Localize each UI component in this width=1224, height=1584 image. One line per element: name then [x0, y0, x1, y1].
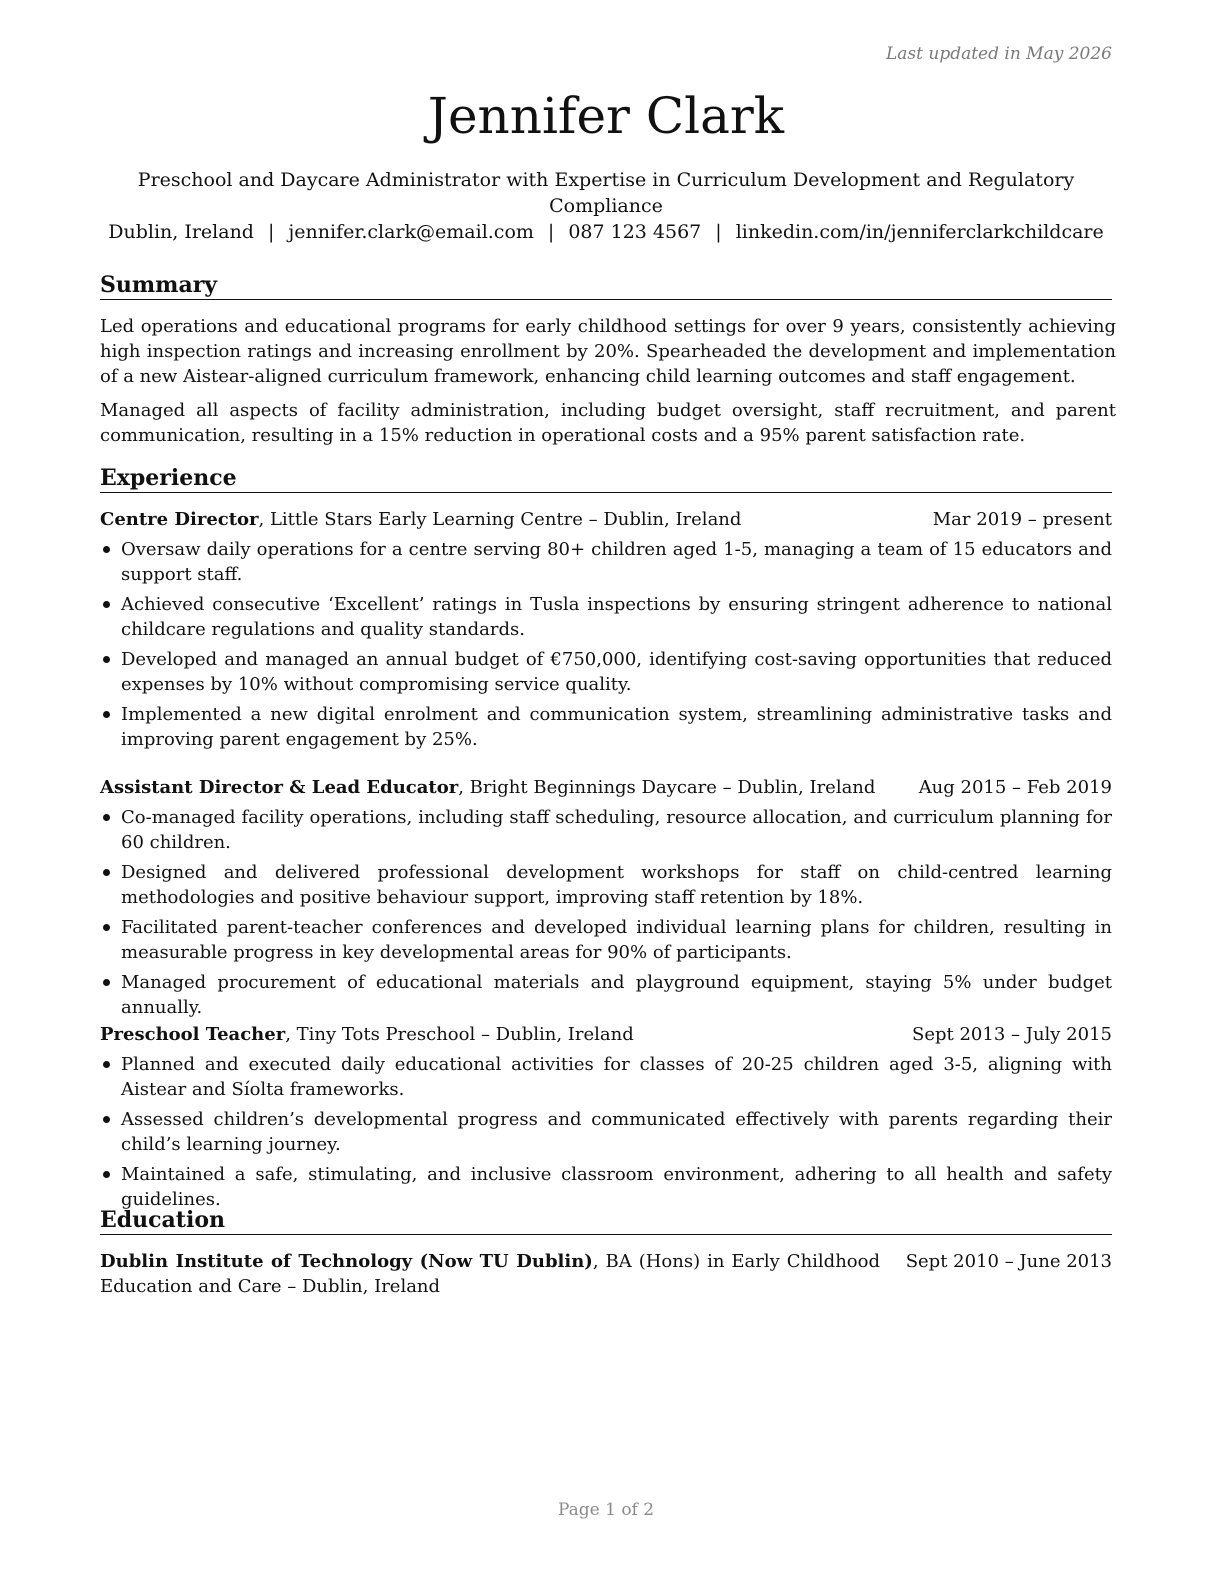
- bullet-item: Oversaw daily operations for a centre serving 80+ children aged 1-5, managing a team of 15 educators and support staff.: [100, 537, 1112, 587]
- summary-paragraph: Led operations and educational programs for early childhood settings for over 9 years, consistently achieving high inspection ratings and increasing enrollment by 20%. Spearheaded the development and implementation of a new Aistear-aligned curriculum framework, enhancing child learning outcomes and staff engagement.: [100, 316, 1116, 387]
- contact-separator: |: [267, 221, 275, 243]
- job-organization: , Tiny Tots Preschool – Dublin, Ireland: [285, 1024, 634, 1045]
- contact-line: [80, 219, 1132, 245]
- job-organization: , Bright Beginnings Daycare – Dublin, Ireland: [458, 777, 876, 798]
- job-title-line: [100, 507, 741, 532]
- bullet-item: Facilitated parent-teacher conferences and developed individual learning plans for children, resulting in measurable progress in key developmental areas for 90% of participants.: [100, 915, 1112, 965]
- contact-email[interactable]: jennifer.clark@email.com: [288, 221, 534, 243]
- resume-page: [100, 0, 1116, 1584]
- job-header: [100, 507, 1112, 532]
- job-title-line: [100, 1022, 634, 1047]
- education-heading: Education: [100, 1206, 1112, 1235]
- education-entry: [100, 1249, 1112, 1299]
- contact-linkedin[interactable]: linkedin.com/in/jenniferclarkchildcare: [735, 221, 1104, 243]
- job-header: [100, 775, 1112, 800]
- bullet-item: Planned and executed daily educational activities for classes of 20-25 children aged 3-5, aligning with Aistear and Síolta frameworks.: [100, 1052, 1112, 1102]
- job-header: [100, 1022, 1112, 1047]
- job-bullets: [100, 1052, 1112, 1217]
- contact-separator: |: [715, 221, 722, 243]
- contact-location: Dublin, Ireland: [108, 221, 254, 243]
- bullet-item: Implemented a new digital enrolment and communication system, streamlining administrative tasks and improving parent engagement by 25%.: [100, 702, 1112, 752]
- headline: Preschool and Daycare Administrator with Expertise in Curriculum Development and Regulatory Compliance: [137, 169, 1075, 217]
- bullet-item: Achieved consecutive ‘Excellent’ ratings in Tusla inspections by ensuring stringent adherence to national childcare regulations and quality standards.: [100, 592, 1112, 642]
- contact-separator: |: [547, 221, 555, 243]
- job-dates: Sept 2013 – July 2015: [912, 1024, 1112, 1045]
- summary-heading: Summary: [100, 271, 1112, 300]
- education-school: Dublin Institute of Technology (Now TU Dublin): [100, 1251, 593, 1272]
- job-role: Centre Director: [100, 509, 259, 530]
- job-organization: , Little Stars Early Learning Centre – Dublin, Ireland: [258, 509, 742, 530]
- bullet-item: Co-managed facility operations, including staff scheduling, resource allocation, and curriculum planning for 60 children.: [100, 805, 1112, 855]
- education-dates: Sept 2010 – June 2013: [905, 1251, 1112, 1272]
- summary-paragraph: Managed all aspects of facility administration, including budget oversight, staff recruitment, and parent communication, resulting in a 15% reduction in operational costs and a 95% parent satisfaction rate.: [100, 400, 1116, 446]
- job-bullets: [100, 537, 1112, 757]
- candidate-name: Jennifer Clark: [427, 87, 785, 145]
- last-updated-note: Last updated in May 2026: [885, 44, 1112, 64]
- education-description: [100, 1249, 880, 1299]
- bullet-item: Maintained a safe, stimulating, and inclusive classroom environment, adhering to all health and safety guidelines.: [100, 1162, 1112, 1212]
- job-title-line: [100, 775, 875, 800]
- bullet-item: Designed and delivered professional development workshops for staff on child-centred learning methodologies and positive behaviour support, improving staff retention by 18%.: [100, 860, 1112, 910]
- bullet-item: Assessed children’s developmental progress and communicated effectively with parents regarding their child’s learning journey.: [100, 1107, 1112, 1157]
- page-number: Page 1 of 2: [557, 1500, 655, 1520]
- experience-heading: Experience: [100, 464, 1112, 493]
- bullet-item: Developed and managed an annual budget of €750,000, identifying cost-saving opportunities that reduced expenses by 10% without compromising service quality.: [100, 647, 1112, 697]
- education-details: , BA (Hons) in Early Childhood Education and Care – Dublin, Ireland: [100, 1251, 880, 1297]
- job-role: Assistant Director & Lead Educator: [100, 777, 459, 798]
- job-dates: Mar 2019 – present: [932, 509, 1112, 530]
- bullet-item: Managed procurement of educational materials and playground equipment, staying 5% under budget annually.: [100, 970, 1112, 1020]
- job-dates: Aug 2015 – Feb 2019: [918, 777, 1112, 798]
- contact-phone: 087 123 4567: [568, 221, 702, 243]
- job-role: Preschool Teacher: [100, 1024, 286, 1045]
- job-bullets: [100, 805, 1112, 1025]
